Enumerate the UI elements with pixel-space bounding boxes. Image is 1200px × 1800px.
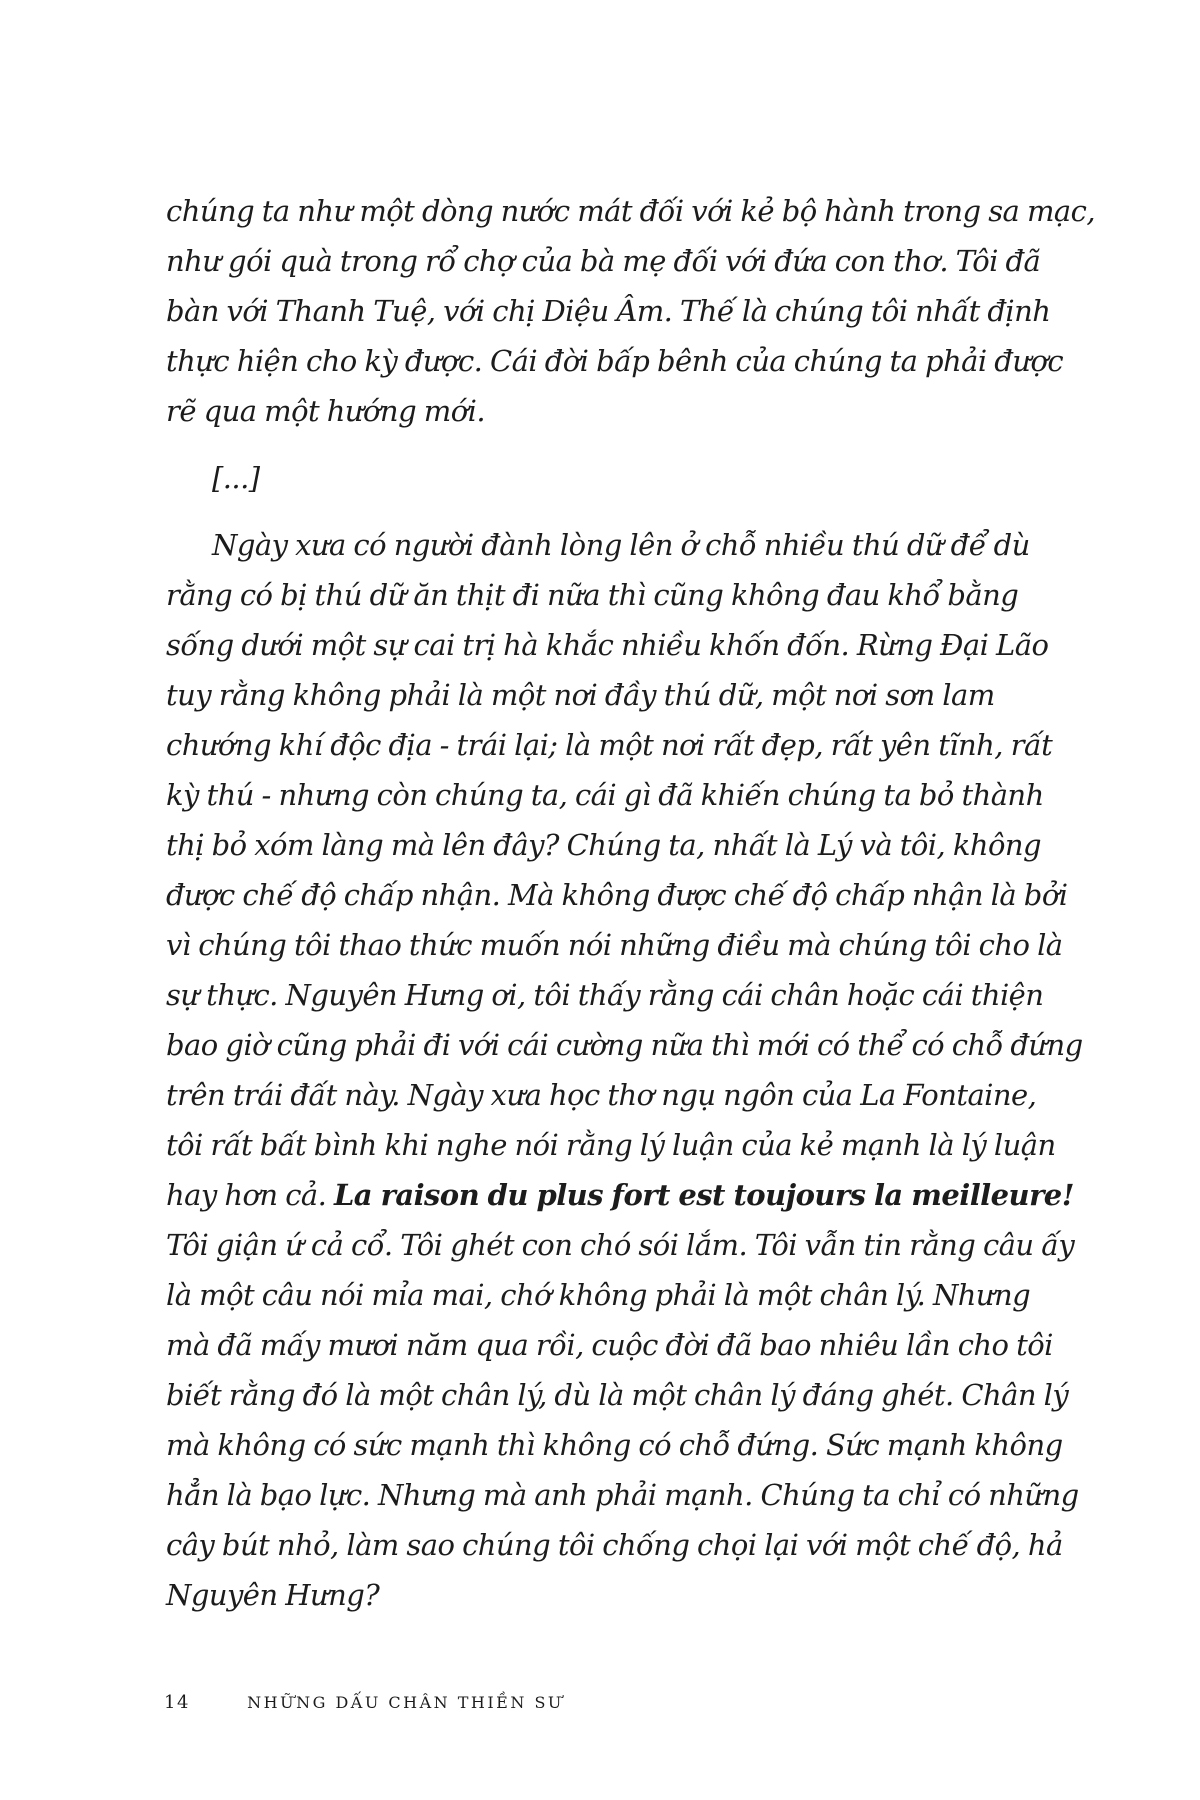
text-line: rẽ qua một hướng mới. bbox=[166, 394, 485, 428]
body-text bbox=[166, 186, 1096, 1620]
text-line: sống dưới một sự cai trị hà khắc nhiều khốn đốn. Rừng Đại Lão bbox=[166, 628, 1049, 662]
text-line: như gói quà trong rổ chợ của bà mẹ đối với đứa con thơ. Tôi đã bbox=[166, 244, 1041, 278]
text-line: thị bỏ xóm làng mà lên đây? Chúng ta, nhất là Lý và tôi, không bbox=[166, 828, 1042, 862]
text-line: mà đã mấy mươi năm qua rồi, cuộc đời đã bao nhiêu lần cho tôi bbox=[166, 1328, 1053, 1362]
quote-prefix: hay hơn cả. bbox=[166, 1178, 334, 1212]
text-line: kỳ thú - nhưng còn chúng ta, cái gì đã khiến chúng ta bỏ thành bbox=[166, 778, 1044, 812]
text-line: thực hiện cho kỳ được. Cái đời bấp bênh của chúng ta phải được bbox=[166, 344, 1064, 378]
text-line: bao giờ cũng phải đi với cái cường nữa thì mới có thể có chỗ đứng bbox=[166, 1028, 1083, 1062]
text-line: biết rằng đó là một chân lý, dù là một chân lý đáng ghét. Chân lý bbox=[166, 1378, 1069, 1412]
paragraph-spacer bbox=[166, 503, 1016, 520]
text-line: Ngày xưa có người đành lòng lên ở chỗ nhiều thú dữ để dù bbox=[212, 528, 1030, 562]
text-line: rằng có bị thú dữ ăn thịt đi nữa thì cũng không đau khổ bằng bbox=[166, 578, 1019, 612]
text-line: là một câu nói mỉa mai, chớ không phải là một chân lý. Nhưng bbox=[166, 1278, 1031, 1312]
text-line: được chế độ chấp nhận. Mà không được chế độ chấp nhận là bởi bbox=[166, 878, 1068, 912]
text-line: sự thực. Nguyên Hưng ơi, tôi thấy rằng cái chân hoặc cái thiện bbox=[166, 978, 1044, 1012]
text-line: mà không có sức mạnh thì không có chỗ đứng. Sức mạnh không bbox=[166, 1428, 1063, 1462]
text-line: hẳn là bạo lực. Nhưng mà anh phải mạnh. Chúng ta chỉ có những bbox=[166, 1478, 1079, 1512]
text-line: chướng khí độc địa - trái lại; là một nơi rất đẹp, rất yên tĩnh, rất bbox=[166, 728, 1053, 762]
running-title: NHỮNG DẤU CHÂN THIỀN SƯ bbox=[247, 1693, 564, 1712]
paragraph-spacer bbox=[166, 436, 1016, 453]
text-line: Tôi giận ứ cả cổ. Tôi ghét con chó sói lắm. Tôi vẫn tin rằng câu ấy bbox=[166, 1228, 1075, 1262]
ellipsis-marker: [...] bbox=[212, 461, 260, 495]
text-line-with-quote bbox=[166, 1170, 1074, 1220]
text-line: trên trái đất này. Ngày xưa học thơ ngụ ngôn của La Fontaine, bbox=[166, 1078, 1037, 1112]
text-line: vì chúng tôi thao thức muốn nói những điều mà chúng tôi cho là bbox=[166, 928, 1063, 962]
french-quote: La raison du plus fort est toujours la meilleure! bbox=[333, 1178, 1074, 1212]
text-line: chúng ta như một dòng nước mát đối với kẻ bộ hành trong sa mạc, bbox=[166, 194, 1096, 228]
text-line: tuy rằng không phải là một nơi đầy thú dữ, một nơi sơn lam bbox=[166, 678, 995, 712]
text-line: tôi rất bất bình khi nghe nói rằng lý luận của kẻ mạnh là lý luận bbox=[166, 1128, 1056, 1162]
text-line: Nguyên Hưng? bbox=[166, 1578, 380, 1612]
paragraph-2 bbox=[166, 520, 1083, 1620]
paragraph-1 bbox=[166, 186, 1096, 436]
text-line: bàn với Thanh Tuệ, với chị Diệu Âm. Thế là chúng tôi nhất định bbox=[166, 294, 1051, 328]
page-footer bbox=[164, 1692, 564, 1713]
page-number: 14 bbox=[164, 1692, 190, 1713]
text-line: cây bút nhỏ, làm sao chúng tôi chống chọi lại với một chế độ, hả bbox=[166, 1528, 1063, 1562]
